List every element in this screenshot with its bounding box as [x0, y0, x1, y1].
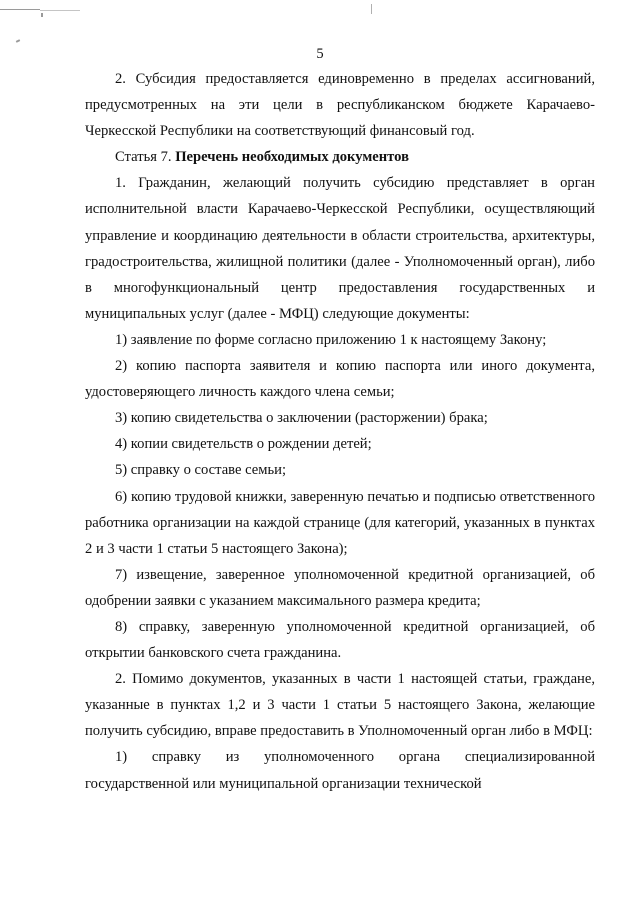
article-heading	[85, 144, 595, 170]
list-item: 2) копию паспорта заявителя и копию паспорта или иного документа, удостоверяющего личность каждого члена семьи;	[85, 358, 595, 401]
paragraph: 2. Субсидия предоставляется единовременно в пределах ассигнований, предусмотренных на эти цели в республиканском бюджете Карачаево-Черкесской Республики на соответствующий финансовый год.	[85, 71, 595, 140]
scan-artifact-line	[371, 4, 372, 14]
list-item: 7) извещение, заверенное уполномоченной кредитной организацией, об одобрении заявки с указанием максимального размера кредита;	[85, 566, 595, 609]
scan-artifact-line	[0, 9, 40, 10]
paragraph: 1. Гражданин, желающий получить субсидию представляет в орган исполнительной власти Карачаево-Черкесской Республики, осуществляющий управление и координацию деятельности в области строительства, архитектуры, градостроительства, жилищной политики (далее - Уполномоченный орган), либо в многофункциональный центр предоставления государственных и муниципальных услуг (далее - МФЦ) следующие документы:	[85, 175, 595, 322]
list-item: 8) справку, заверенную уполномоченной кредитной организацией, об открытии банковского счета гражданина.	[85, 618, 595, 662]
paragraph: 2. Помимо документов, указанных в части 1 настоящей статьи, граждане, указанные в пунктах 1,2 и 3 части 1 статьи 5 настоящего Закона, желающие получить субсидию, вправе предоставить в Уполномоченный орган либо в МФЦ:	[85, 671, 595, 740]
scan-artifact-dot	[41, 13, 43, 17]
page-number: 5	[316, 46, 324, 62]
list-item: 4) копии свидетельств о рождении детей;	[115, 436, 372, 453]
list-item: 5) справку о составе семьи;	[115, 462, 286, 479]
list-item: 6) копию трудовой книжки, заверенную печатью и подписью ответственного работника организации на каждой странице (для категорий, указанных в пунктах 2 и 3 части 1 статьи 5 настоящего Закона);	[85, 488, 595, 557]
article-title: Перечень необходимых документов	[175, 149, 409, 166]
list-item: 3) копию свидетельства о заключении (расторжении) брака;	[115, 410, 488, 427]
scan-artifact-dot	[16, 39, 20, 43]
scan-artifact-line	[40, 10, 80, 11]
article-prefix: Статья 7.	[115, 149, 172, 166]
list-item: 1) справку из уполномоченного органа специализированной государственной или муниципальной организации технической	[85, 749, 595, 792]
document-body	[85, 66, 595, 797]
list-item: 1) заявление по форме согласно приложению 1 к настоящему Закону;	[115, 331, 547, 348]
